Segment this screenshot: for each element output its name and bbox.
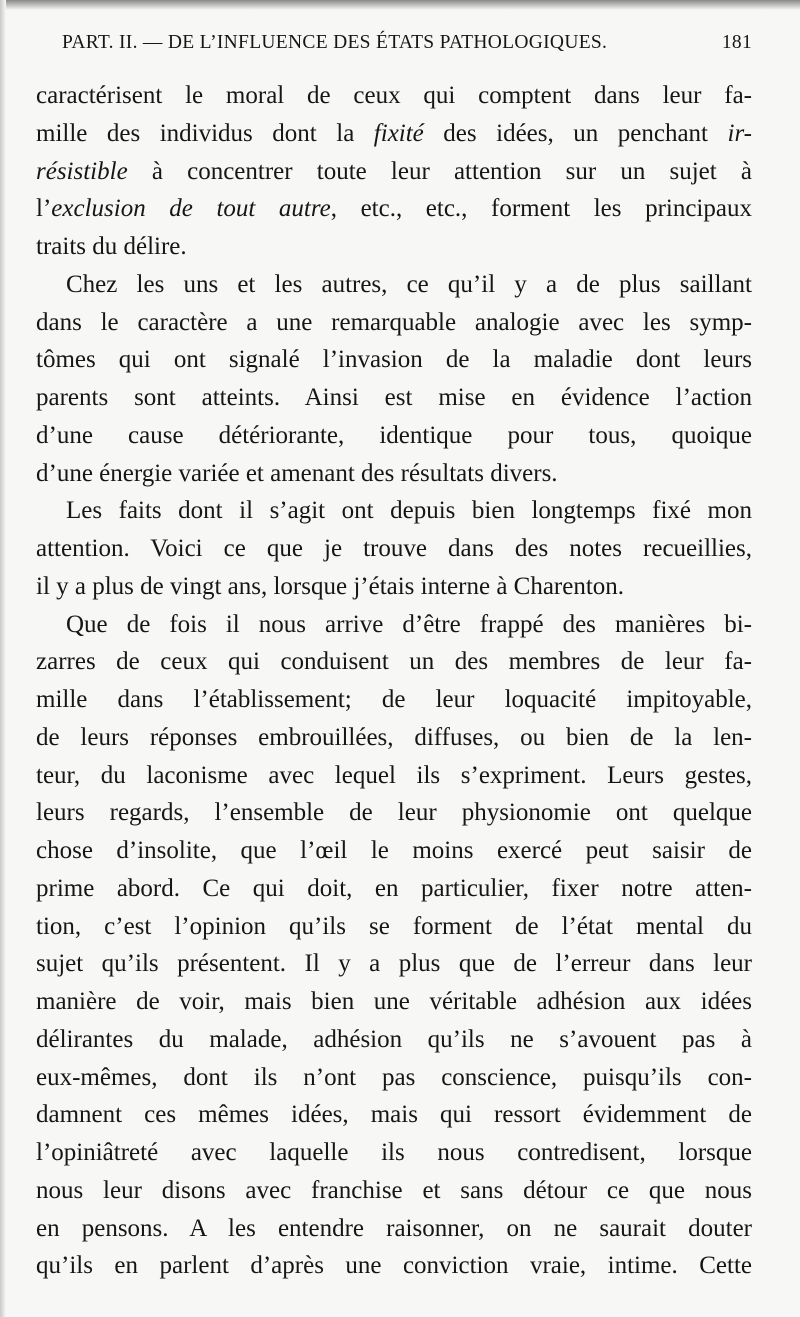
text-line: Chez les uns et les autres, ce qu’il y a de plus saillant xyxy=(66,270,752,298)
text-line: tômes qui ont signalé l’invasion de la maladie dont leurs xyxy=(36,346,752,374)
text-line: attention. Voici ce que je trouve dans des notes recueillies, xyxy=(36,535,752,562)
text-line: Les faits dont il s’agit ont depuis bien longtemps fixé mon xyxy=(66,497,752,525)
text-run: l’ xyxy=(36,195,52,223)
text-line xyxy=(36,190,752,228)
italic-text: résistible xyxy=(36,157,128,185)
text-line: manière de voir, mais bien une véritable adhésion aux idées xyxy=(36,988,752,1015)
italic-text: fixité xyxy=(373,119,424,147)
text-line: d’une énergie variée et amenant des résultats divers. xyxy=(36,459,558,487)
text-line: dans le caractère a une remarquable analogie avec les symp- xyxy=(36,308,752,336)
running-title: PART. II. — DE L’INFLUENCE DES ÉTATS PATHOLOGIQUES. xyxy=(62,32,608,53)
text-line: teur, du laconisme avec lequel ils s’expriment. Leurs gestes, xyxy=(36,761,752,789)
text-line: l’opiniâtreté avec laquelle ils nous contredisent, lorsque xyxy=(36,1139,752,1166)
page-left-edge-shadow xyxy=(0,0,6,1317)
text-run: mille des individus dont la xyxy=(36,119,374,147)
page-number: 181 xyxy=(721,32,752,53)
text-line: prime abord. Ce qui doit, en particulier, fixer notre atten- xyxy=(36,874,752,902)
page-top-edge-shadow xyxy=(0,0,800,10)
running-header xyxy=(62,32,752,62)
text-run: , etc., etc., forment les principaux xyxy=(330,195,752,223)
text-line: chose d’insolite, que l’œil le moins exercé peut saisir de xyxy=(36,837,752,864)
text-line: Que de fois il nous arrive d’être frappé des manières bi- xyxy=(66,610,752,638)
text-line: parents sont atteints. Ainsi est mise en évidence l’action xyxy=(36,384,752,411)
text-line: damnent ces mêmes idées, mais qui ressort évidemment de xyxy=(36,1101,752,1129)
text-line: en pensons. A les entendre raisonner, on ne saurait douter xyxy=(36,1214,752,1242)
text-line: d’une cause détériorante, identique pour tous, quoique xyxy=(36,421,752,449)
body-text xyxy=(36,77,752,1285)
text-line: nous leur disons avec franchise et sans détour ce que nous xyxy=(36,1176,752,1204)
italic-text: ir- xyxy=(727,119,752,147)
text-run: à concentrer toute leur attention sur un sujet à xyxy=(127,157,752,185)
text-line: il y a plus de vingt ans, lorsque j’étais interne à Charenton. xyxy=(36,572,625,600)
text-line: zarres de ceux qui conduisent un des membres de leur fa- xyxy=(36,648,752,676)
text-line: de leurs réponses embrouillées, diffuses, ou bien de la len- xyxy=(36,723,752,751)
text-line: caractérisent le moral de ceux qui comptent dans leur fa- xyxy=(36,82,752,109)
text-line: délirantes du malade, adhésion qu’ils ne s’avouent pas à xyxy=(36,1025,752,1053)
text-line xyxy=(36,115,752,153)
text-run: des idées, un penchant xyxy=(423,119,728,147)
text-line: mille dans l’établissement; de leur loquacité impitoyable, xyxy=(36,686,752,713)
text-line: leurs regards, l’ensemble de leur physionomie ont quelque xyxy=(36,799,752,827)
italic-text: exclusion de tout autre xyxy=(51,195,331,223)
text-line: sujet qu’ils présentent. Il y a plus que de l’erreur dans leur xyxy=(36,950,752,978)
text-line: eux-mêmes, dont ils n’ont pas conscience, puisqu’ils con- xyxy=(36,1063,752,1091)
text-line xyxy=(36,153,752,191)
text-line: tion, c’est l’opinion qu’ils se forment de l’état mental du xyxy=(36,912,752,940)
text-line: traits du délire. xyxy=(36,233,187,260)
text-line: qu’ils en parlent d’après une conviction vraie, intime. Cette xyxy=(36,1252,752,1280)
